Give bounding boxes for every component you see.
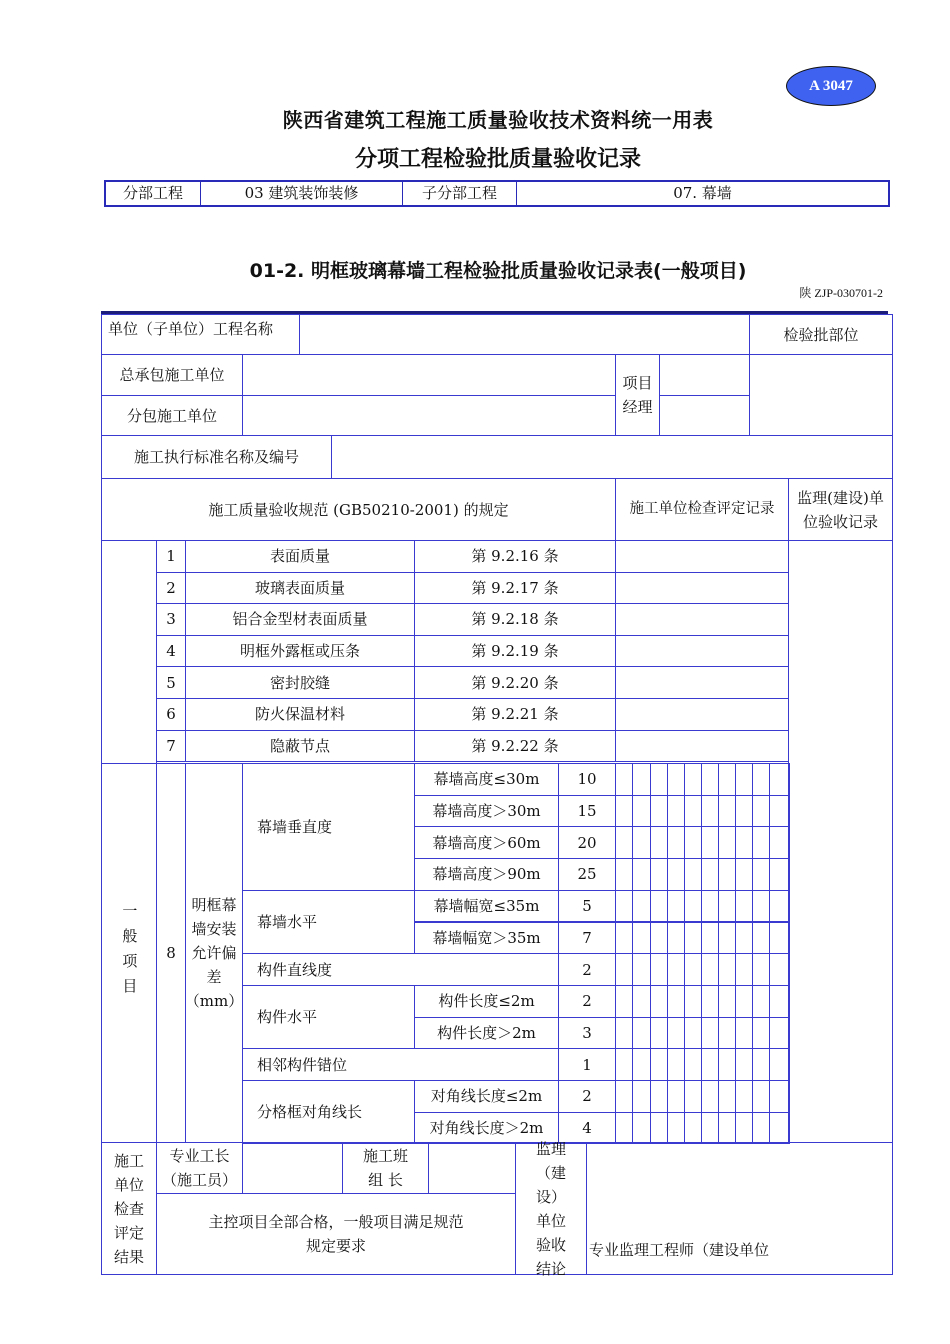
item-no: 2 — [156, 572, 186, 605]
child-project-label: 子分部工程 — [403, 182, 517, 205]
measurement-cell[interactable] — [735, 763, 753, 796]
tolerance-value: 25 — [558, 858, 616, 891]
measurement-cell[interactable] — [769, 1080, 790, 1113]
measurement-cell[interactable] — [650, 1048, 668, 1081]
tolerance-value: 2 — [558, 985, 616, 1018]
measurement-cell[interactable] — [701, 953, 719, 986]
measurement-cell[interactable] — [615, 985, 633, 1018]
measurement-cell[interactable] — [701, 763, 719, 796]
tolerance-value: 2 — [558, 953, 616, 986]
measurement-cell[interactable] — [701, 890, 719, 923]
supervisor-conclusion-label: 监理（建设）单位验收结论 — [515, 1142, 587, 1275]
project-manager-label: 项目经理 — [615, 354, 660, 436]
measurement-cell[interactable] — [615, 1080, 633, 1113]
measurement-cell[interactable] — [684, 953, 702, 986]
item-clause: 第 9.2.19 条 — [414, 635, 616, 668]
measurement-cell[interactable] — [684, 985, 702, 1018]
form-code: 陕 ZJP-030701-2 — [799, 286, 883, 300]
tolerance-condition: 构件长度＞2m — [414, 1017, 559, 1050]
tolerance-condition: 幕墙高度＞90m — [414, 858, 559, 891]
measurement-cell[interactable] — [718, 1080, 736, 1113]
measurement-cell[interactable] — [769, 922, 790, 955]
spec-column-header: 施工质量验收规范 (GB50210-2001) 的规定 — [101, 478, 616, 541]
measurement-cell[interactable] — [615, 763, 633, 796]
measurement-cell[interactable] — [735, 890, 753, 923]
general-contractor-field[interactable] — [242, 354, 616, 396]
measurement-cell[interactable] — [735, 795, 753, 828]
tolerance-value: 15 — [558, 795, 616, 828]
measurement-cell[interactable] — [752, 1112, 770, 1145]
item-contractor-record[interactable] — [615, 540, 789, 573]
standard-label: 施工执行标准名称及编号 — [101, 435, 332, 479]
item-name: 玻璃表面质量 — [185, 572, 415, 605]
measurement-cell[interactable] — [632, 858, 651, 891]
sub-project-value: 03 建筑装饰装修 — [201, 182, 403, 205]
measurement-cell[interactable] — [701, 1017, 719, 1050]
item-clause: 第 9.2.20 条 — [414, 666, 616, 699]
supervisor-signature[interactable]: 专业监理工程师（建设单位 — [586, 1142, 893, 1275]
measurement-cell[interactable] — [632, 1080, 651, 1113]
measurement-cell[interactable] — [718, 1112, 736, 1145]
measurement-cell[interactable] — [684, 858, 702, 891]
measurement-cell[interactable] — [684, 763, 702, 796]
measurement-cell[interactable] — [769, 953, 790, 986]
item-name: 密封胶缝 — [185, 666, 415, 699]
measurement-cell[interactable] — [650, 1112, 668, 1145]
measurement-cell[interactable] — [769, 763, 790, 796]
project-manager-field-2[interactable] — [659, 395, 750, 436]
measurement-cell[interactable] — [752, 826, 770, 859]
section-label-text: 一般项目 — [120, 903, 139, 1003]
measurement-cell[interactable] — [632, 922, 651, 955]
measurement-cell[interactable] — [650, 1017, 668, 1050]
unit-name-field[interactable] — [299, 314, 750, 355]
measurement-cell[interactable] — [752, 922, 770, 955]
item-clause: 第 9.2.21 条 — [414, 698, 616, 731]
tolerance-group-name: 构件水平 — [242, 985, 415, 1049]
tolerance-value: 5 — [558, 890, 616, 923]
tolerance-value: 20 — [558, 826, 616, 859]
measurement-cell[interactable] — [632, 890, 651, 923]
measurement-cell[interactable] — [684, 1048, 702, 1081]
measurement-cell[interactable] — [615, 795, 633, 828]
measurement-cell[interactable] — [718, 985, 736, 1018]
measurement-cell[interactable] — [650, 922, 668, 955]
child-project-value: 07. 幕墙 — [673, 184, 732, 202]
tolerance-condition: 幕墙高度≤30m — [414, 763, 559, 796]
measurement-cell[interactable] — [769, 795, 790, 828]
section-label-general — [101, 763, 157, 1143]
tolerance-value: 7 — [558, 922, 616, 955]
measurement-cell[interactable] — [718, 826, 736, 859]
measurement-cell[interactable] — [650, 858, 668, 891]
measurement-cell[interactable] — [684, 1080, 702, 1113]
measurement-cell[interactable] — [735, 953, 753, 986]
measurement-cell[interactable] — [667, 1080, 685, 1113]
measurement-cell[interactable] — [735, 858, 753, 891]
measurement-cell[interactable] — [701, 826, 719, 859]
measurement-cell[interactable] — [650, 953, 668, 986]
measurement-cell[interactable] — [701, 795, 719, 828]
item-no: 7 — [156, 730, 186, 763]
measurement-cell[interactable] — [735, 1080, 753, 1113]
measurement-cell[interactable] — [735, 1112, 753, 1145]
measurement-cell[interactable] — [667, 1048, 685, 1081]
foreman-field[interactable] — [242, 1142, 343, 1194]
item-clause: 第 9.2.22 条 — [414, 730, 616, 763]
contractor-result-label: 施工单位检查评定结果 — [101, 1142, 157, 1275]
measurement-cell[interactable] — [650, 826, 668, 859]
measurement-cell[interactable] — [752, 858, 770, 891]
item-name: 明框外露框或压条 — [185, 635, 415, 668]
measurement-cell[interactable] — [632, 763, 651, 796]
measurement-cell[interactable] — [718, 890, 736, 923]
measurement-cell[interactable] — [752, 985, 770, 1018]
tolerance-condition: 幕墙高度＞60m — [414, 826, 559, 859]
measurement-cell[interactable] — [667, 985, 685, 1018]
measurement-cell[interactable] — [769, 826, 790, 859]
item-contractor-record[interactable] — [615, 698, 789, 731]
tolerance-group-name: 幕墙水平 — [242, 890, 415, 954]
measurement-cell[interactable] — [615, 890, 633, 923]
batch-part-field[interactable] — [749, 354, 893, 436]
item-name: 隐蔽节点 — [185, 730, 415, 763]
measurement-cell[interactable] — [718, 763, 736, 796]
measurement-cell[interactable] — [615, 1112, 633, 1145]
measurement-cell[interactable] — [650, 795, 668, 828]
measurement-cell[interactable] — [735, 826, 753, 859]
measurement-cell[interactable] — [615, 858, 633, 891]
item-no: 4 — [156, 635, 186, 668]
measurement-cell[interactable] — [769, 890, 790, 923]
tolerance-group-name: 分格框对角线长 — [242, 1080, 415, 1144]
general-items-blank — [101, 540, 157, 764]
measurement-cell[interactable] — [701, 985, 719, 1018]
measurement-cell[interactable] — [684, 890, 702, 923]
tolerance-group-name: 幕墙垂直度 — [242, 763, 415, 891]
tolerance-condition: 构件长度≤2m — [414, 985, 559, 1018]
measurement-cell[interactable] — [615, 826, 633, 859]
item-name: 防火保温材料 — [185, 698, 415, 731]
item-name: 铝合金型材表面质量 — [185, 603, 415, 636]
item-no: 1 — [156, 540, 186, 573]
tolerance-condition: 幕墙幅宽＞35m — [414, 922, 559, 955]
form-number-badge: A 3047 — [786, 66, 876, 106]
item-clause: 第 9.2.18 条 — [414, 603, 616, 636]
measurement-cell[interactable] — [667, 1017, 685, 1050]
measurement-cell[interactable] — [632, 985, 651, 1018]
item-clause: 第 9.2.16 条 — [414, 540, 616, 573]
measurement-cell[interactable] — [667, 890, 685, 923]
measurement-cell[interactable] — [632, 1048, 651, 1081]
measurement-cell[interactable] — [752, 890, 770, 923]
measurement-cell[interactable] — [684, 826, 702, 859]
measurement-cell[interactable] — [650, 1080, 668, 1113]
measurement-cell[interactable] — [650, 890, 668, 923]
measurement-cell[interactable] — [769, 858, 790, 891]
measurement-cell[interactable] — [735, 1048, 753, 1081]
measurement-cell[interactable] — [667, 858, 685, 891]
measurement-cell[interactable] — [718, 795, 736, 828]
supervisor-record-header: 监理(建设)单位验收记录 — [788, 478, 893, 541]
item-no: 6 — [156, 698, 186, 731]
measurement-cell[interactable] — [752, 953, 770, 986]
measurement-cell[interactable] — [701, 858, 719, 891]
measurement-cell[interactable] — [752, 763, 770, 796]
tolerance-condition: 对角线长度≤2m — [414, 1080, 559, 1113]
item-contractor-record[interactable] — [615, 603, 789, 636]
document-title: 分项工程检验批质量验收记录 — [354, 147, 641, 172]
measurement-cell[interactable] — [667, 763, 685, 796]
measurement-cell[interactable] — [667, 953, 685, 986]
measurement-cell[interactable] — [752, 1017, 770, 1050]
measurement-cell[interactable] — [632, 1017, 651, 1050]
tolerance-item-no: 8 — [156, 763, 186, 1143]
measurement-cell[interactable] — [718, 1017, 736, 1050]
measurement-cell[interactable] — [684, 922, 702, 955]
subcontractor-field[interactable] — [242, 395, 616, 436]
tolerance-value: 10 — [558, 763, 616, 796]
measurement-cell[interactable] — [615, 922, 633, 955]
item-name: 表面质量 — [185, 540, 415, 573]
item-no: 5 — [156, 666, 186, 699]
measurement-cell[interactable] — [701, 1080, 719, 1113]
standard-field[interactable] — [331, 435, 893, 479]
measurement-cell[interactable] — [667, 922, 685, 955]
measurement-cell[interactable] — [718, 922, 736, 955]
contractor-record-header: 施工单位检查评定记录 — [615, 478, 789, 541]
measurement-cell[interactable] — [769, 1048, 790, 1081]
subcontractor-label: 分包施工单位 — [101, 395, 243, 436]
measurement-cell[interactable] — [632, 826, 651, 859]
tolerance-condition: 幕墙幅宽≤35m — [414, 890, 559, 923]
tolerance-value: 1 — [558, 1048, 616, 1081]
measurement-cell[interactable] — [667, 826, 685, 859]
measurement-cell[interactable] — [752, 795, 770, 828]
sub-project-label: 分部工程 — [106, 182, 201, 205]
team-leader-field[interactable] — [428, 1142, 516, 1194]
measurement-cell[interactable] — [769, 985, 790, 1018]
tolerance-label: 明框幕墙安装允许偏差（mm） — [185, 763, 243, 1143]
project-manager-field-1[interactable] — [659, 354, 750, 396]
measurement-cell[interactable] — [615, 953, 633, 986]
measurement-cell[interactable] — [735, 985, 753, 1018]
tolerance-value: 2 — [558, 1080, 616, 1113]
measurement-cell[interactable] — [615, 1048, 633, 1081]
tolerance-condition: 对角线长度＞2m — [414, 1112, 559, 1145]
measurement-cell[interactable] — [735, 1017, 753, 1050]
measurement-cell[interactable] — [769, 1017, 790, 1050]
measurement-cell[interactable] — [718, 953, 736, 986]
measurement-cell[interactable] — [701, 922, 719, 955]
measurement-cell[interactable] — [667, 795, 685, 828]
contractor-conclusion[interactable]: 主控项目全部合格，一般项目满足规范规定要求 — [156, 1193, 516, 1275]
measurement-cell[interactable] — [667, 1112, 685, 1145]
measurement-cell[interactable] — [632, 795, 651, 828]
unit-name-label: 单位（子单位）工程名称 — [101, 314, 300, 355]
tolerance-value: 3 — [558, 1017, 616, 1050]
general-contractor-label: 总承包施工单位 — [101, 354, 243, 396]
measurement-cell[interactable] — [684, 1017, 702, 1050]
tolerance-group-name: 构件直线度 — [242, 953, 559, 986]
measurement-cell[interactable] — [701, 1048, 719, 1081]
measurement-cell[interactable] — [752, 1080, 770, 1113]
item-contractor-record[interactable] — [615, 572, 789, 605]
foreman-label: 专业工长（施工员） — [156, 1142, 243, 1194]
measurement-cell[interactable] — [650, 985, 668, 1018]
item-contractor-record[interactable] — [615, 730, 789, 763]
item-contractor-record[interactable] — [615, 666, 789, 699]
tolerance-value: 4 — [558, 1112, 616, 1145]
batch-part-label: 检验批部位 — [749, 314, 893, 355]
measurement-cell[interactable] — [632, 1112, 651, 1145]
tolerance-condition: 幕墙高度＞30m — [414, 795, 559, 828]
measurement-cell[interactable] — [718, 1048, 736, 1081]
form-title: 01-2. 明框玻璃幕墙工程检验批质量验收记录表(一般项目) — [249, 260, 747, 282]
team-leader-label: 施工班组 长 — [342, 1142, 429, 1194]
measurement-cell[interactable] — [735, 922, 753, 955]
item-no: 3 — [156, 603, 186, 636]
measurement-cell[interactable] — [650, 763, 668, 796]
measurement-cell[interactable] — [752, 1048, 770, 1081]
tolerance-group-name: 相邻构件错位 — [242, 1048, 559, 1081]
document-header: 陕西省建筑工程施工质量验收技术资料统一用表 — [282, 108, 714, 132]
measurement-cell[interactable] — [701, 1112, 719, 1145]
item-contractor-record[interactable] — [615, 635, 789, 668]
measurement-cell[interactable] — [684, 1112, 702, 1145]
item-clause: 第 9.2.17 条 — [414, 572, 616, 605]
measurement-cell[interactable] — [632, 953, 651, 986]
measurement-cell[interactable] — [769, 1112, 790, 1145]
project-header-row — [104, 180, 890, 207]
supervisor-record-field[interactable] — [788, 540, 893, 1143]
measurement-cell[interactable] — [718, 858, 736, 891]
measurement-cell[interactable] — [615, 1017, 633, 1050]
measurement-cell[interactable] — [684, 795, 702, 828]
